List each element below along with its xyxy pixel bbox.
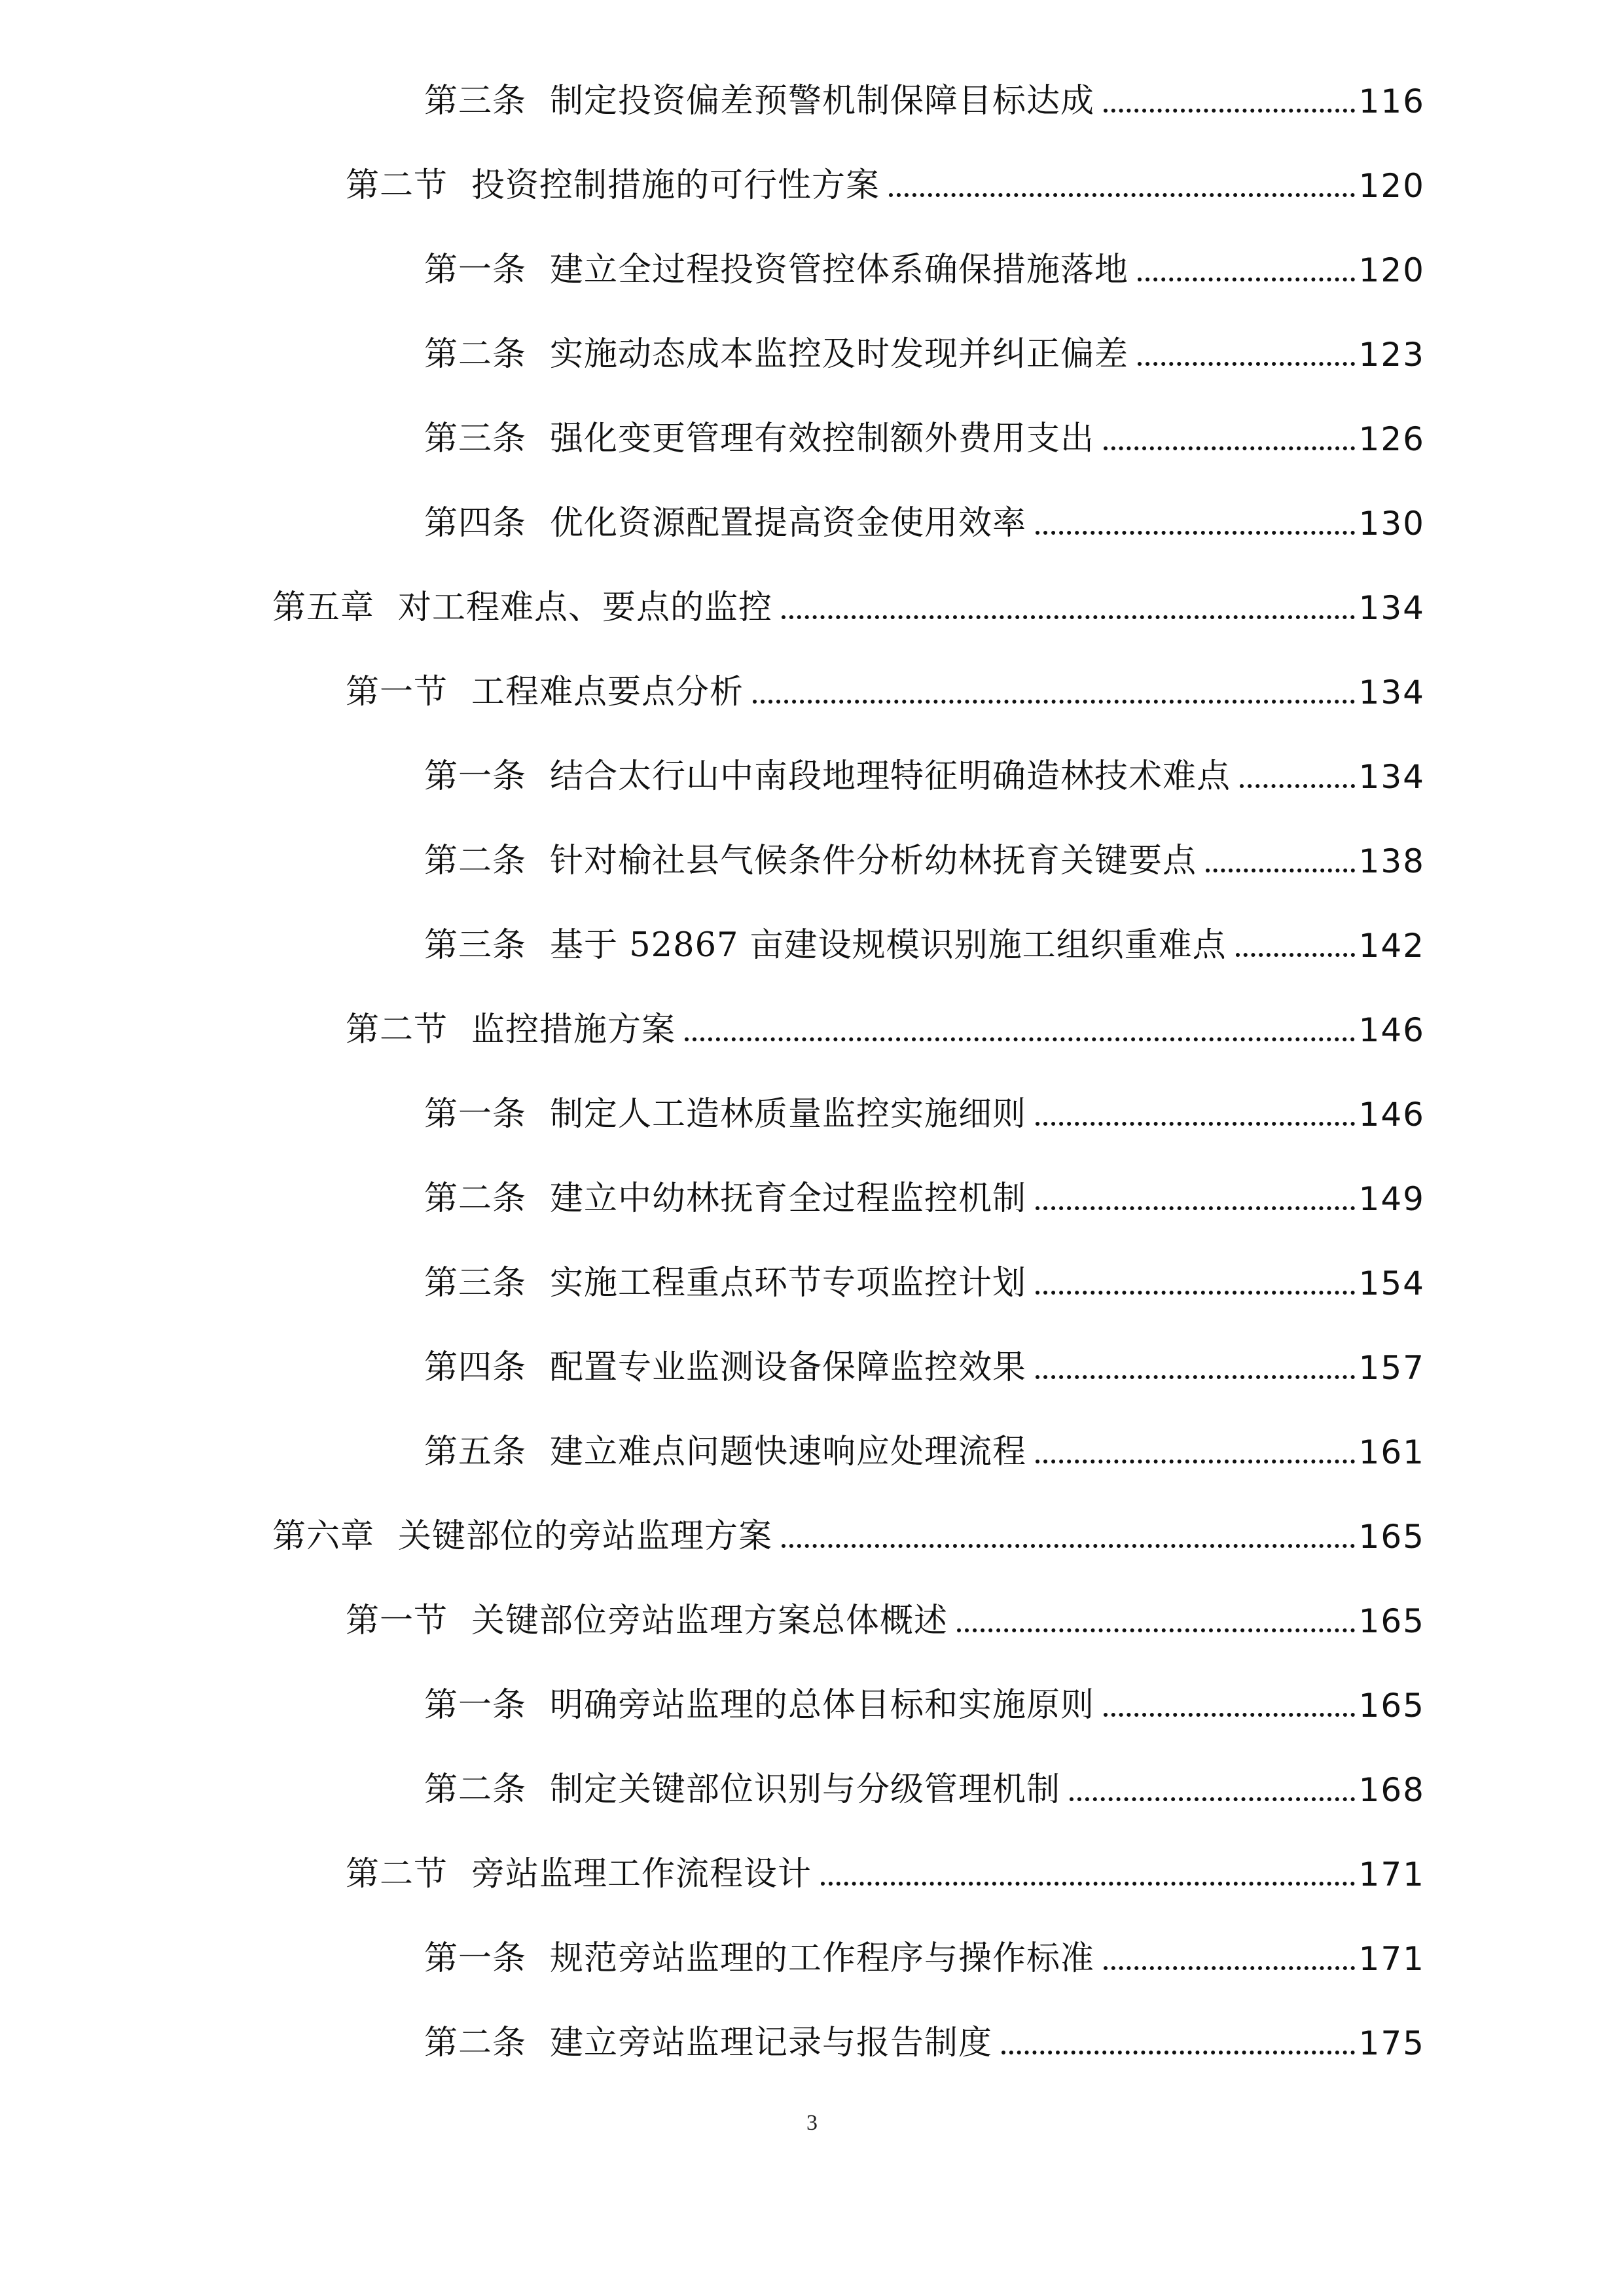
- toc-entry-label: 第四条: [424, 504, 527, 543]
- toc-entry-label: 第三条: [424, 420, 527, 458]
- toc-entry-page: 142: [1358, 927, 1425, 965]
- dot-leader: [685, 1037, 1355, 1041]
- toc-entry[interactable]: [424, 1748, 1425, 1809]
- toc-entry-page: 134: [1358, 589, 1425, 627]
- toc-entry-title: 建立中幼林抚育全过程监控机制: [550, 1179, 1027, 1218]
- dot-leader: [821, 1882, 1355, 1886]
- toc-entry-page: 175: [1358, 2024, 1425, 2062]
- toc-entry-title: 明确旁站监理的总体目标和实施原则: [550, 1686, 1095, 1725]
- toc-entry-label: 第四条: [424, 1348, 527, 1387]
- toc-entry-title: 结合太行山中南段地理特征明确造林技术难点: [550, 757, 1231, 796]
- toc-entry[interactable]: [424, 481, 1425, 543]
- toc-entry-page: 165: [1358, 1518, 1425, 1556]
- dot-leader: [1070, 1797, 1355, 1801]
- toc-entry-title: 建立难点问题快速响应处理流程: [550, 1433, 1027, 1471]
- dot-leader: [1036, 1291, 1355, 1295]
- toc-entry-title: 配置专业监测设备保障监控效果: [550, 1348, 1027, 1387]
- toc-entry-title: 制定人工造林质量监控实施细则: [550, 1095, 1027, 1134]
- toc-entry-label: 第二节: [346, 1855, 448, 1893]
- toc-entry-label: 第二条: [424, 2024, 527, 2062]
- toc-entry-label: 第一条: [424, 1939, 527, 1978]
- toc-entry-label: 第二条: [424, 335, 527, 374]
- toc-entry-title: 实施工程重点环节专项监控计划: [550, 1264, 1027, 1302]
- dot-leader: [1138, 362, 1355, 366]
- toc-entry[interactable]: [424, 312, 1425, 374]
- toc-entry-label: 第二条: [424, 1770, 527, 1809]
- toc-entry[interactable]: [424, 1072, 1425, 1134]
- toc-entry-page: 168: [1358, 1771, 1425, 1809]
- toc-entry-label: 第三条: [424, 1264, 527, 1302]
- dot-leader: [889, 193, 1355, 197]
- dot-leader: [1104, 1966, 1355, 1970]
- toc-entry[interactable]: [424, 1325, 1425, 1387]
- toc-entry[interactable]: [424, 228, 1425, 287]
- toc-entry-label: 第五条: [424, 1433, 527, 1471]
- toc-entry-label: 第二节: [346, 1011, 448, 1049]
- toc-entry-page: 116: [1358, 82, 1425, 120]
- toc-entry-label: 第六章: [272, 1517, 375, 1556]
- toc-entry[interactable]: [346, 650, 1425, 709]
- dot-leader: [1036, 1122, 1355, 1126]
- toc-entry-page: 161: [1358, 1433, 1425, 1471]
- toc-entry[interactable]: [424, 734, 1425, 796]
- toc-entry-page: 146: [1358, 1096, 1425, 1134]
- toc-entry-page: 126: [1358, 420, 1425, 458]
- toc-entry-page: 165: [1358, 1602, 1425, 1640]
- toc-entry-page: 171: [1358, 1940, 1425, 1978]
- dot-leader: [1240, 784, 1355, 788]
- toc-entry-page: 171: [1358, 1856, 1425, 1893]
- toc-entry-title: 关键部位旁站监理方案总体概述: [471, 1602, 948, 1640]
- dot-leader: [1036, 1460, 1355, 1463]
- toc-entry-label: 第三条: [424, 82, 527, 120]
- toc-entry-title: 关键部位的旁站监理方案: [398, 1517, 773, 1556]
- toc-entry-title: 规范旁站监理的工作程序与操作标准: [550, 1939, 1095, 1978]
- dot-leader: [1036, 1375, 1355, 1379]
- toc-entry-label: 第一条: [424, 251, 527, 289]
- toc-entry-page: 146: [1358, 1011, 1425, 1049]
- toc-entry-title: 建立全过程投资管控体系确保措施落地: [550, 251, 1129, 289]
- toc-entry[interactable]: [424, 397, 1425, 456]
- toc-entry[interactable]: [346, 988, 1425, 1047]
- toc-entry-title: 基于 52867 亩建设规模识别施工组织重难点: [550, 926, 1227, 965]
- toc-entry-label: 第一条: [424, 1095, 527, 1134]
- toc-entry-page: 134: [1358, 673, 1425, 711]
- toc-entry-label: 第一条: [424, 1686, 527, 1725]
- dot-leader: [1104, 109, 1355, 113]
- toc-entry-title: 制定关键部位识别与分级管理机制: [550, 1770, 1061, 1809]
- toc-entry-page: 154: [1358, 1265, 1425, 1302]
- dot-leader: [957, 1628, 1355, 1632]
- dot-leader: [1104, 1713, 1355, 1717]
- toc-entry[interactable]: [424, 1916, 1425, 1978]
- toc-entry[interactable]: [424, 2001, 1425, 2060]
- toc-entry-label: 第五章: [272, 588, 375, 627]
- dot-leader: [1138, 278, 1355, 281]
- dot-leader: [1104, 446, 1355, 450]
- toc-entry-page: 134: [1358, 758, 1425, 796]
- toc-entry-title: 旁站监理工作流程设计: [471, 1855, 812, 1893]
- toc-entry-page: 157: [1358, 1349, 1425, 1387]
- toc-entry[interactable]: [424, 819, 1425, 878]
- toc-entry-title: 监控措施方案: [471, 1011, 676, 1049]
- toc-entry-page: 120: [1358, 167, 1425, 205]
- toc-entry-title: 优化资源配置提高资金使用效率: [550, 504, 1027, 543]
- dot-leader: [782, 1544, 1355, 1548]
- toc-entry[interactable]: [424, 903, 1425, 965]
- toc-entry-label: 第一节: [346, 673, 448, 711]
- dot-leader: [1001, 2051, 1355, 2054]
- toc-entry-page: 120: [1358, 251, 1425, 289]
- toc-entry-title: 投资控制措施的可行性方案: [471, 166, 880, 205]
- toc-entry[interactable]: [424, 59, 1425, 118]
- toc-entry-title: 对工程难点、要点的监控: [398, 588, 773, 627]
- toc-entry[interactable]: [272, 565, 1425, 627]
- toc-entry-page: 138: [1358, 842, 1425, 880]
- dot-leader: [1036, 1206, 1355, 1210]
- toc-entry-page: 149: [1358, 1180, 1425, 1218]
- toc-entry-page: 130: [1358, 505, 1425, 543]
- toc-entry-title: 实施动态成本监控及时发现并纠正偏差: [550, 335, 1129, 374]
- toc-entry-title: 建立旁站监理记录与报告制度: [550, 2024, 993, 2062]
- toc-entry-page: 123: [1358, 336, 1425, 374]
- toc-entry-label: 第二条: [424, 1179, 527, 1218]
- toc-entry-title: 制定投资偏差预警机制保障目标达成: [550, 82, 1095, 120]
- toc-entry[interactable]: [424, 1241, 1425, 1300]
- toc-entry-page: 165: [1358, 1687, 1425, 1725]
- toc-entry[interactable]: [424, 1663, 1425, 1725]
- toc-entry[interactable]: [346, 143, 1425, 205]
- dot-leader: [1206, 869, 1355, 872]
- toc-entry[interactable]: [424, 1410, 1425, 1469]
- page-number: 3: [806, 2111, 818, 2135]
- toc-entry-label: 第一条: [424, 757, 527, 796]
- toc-entry[interactable]: [424, 1157, 1425, 1218]
- toc-entry-label: 第二节: [346, 166, 448, 205]
- toc-entry-label: 第一节: [346, 1602, 448, 1640]
- toc-entry-title: 强化变更管理有效控制额外费用支出: [550, 420, 1095, 458]
- toc-entry-title: 工程难点要点分析: [471, 673, 744, 711]
- dot-leader: [1036, 531, 1355, 535]
- toc-entry[interactable]: [346, 1579, 1425, 1638]
- toc-entry[interactable]: [272, 1494, 1425, 1556]
- dot-leader: [782, 615, 1355, 619]
- toc-entry-label: 第二条: [424, 842, 527, 880]
- toc-entry[interactable]: [346, 1832, 1425, 1891]
- toc-entry-label: 第三条: [424, 926, 527, 965]
- toc-entry-title: 针对榆社县气候条件分析幼林抚育关键要点: [550, 842, 1197, 880]
- dot-leader: [1236, 953, 1355, 957]
- dot-leader: [753, 700, 1355, 704]
